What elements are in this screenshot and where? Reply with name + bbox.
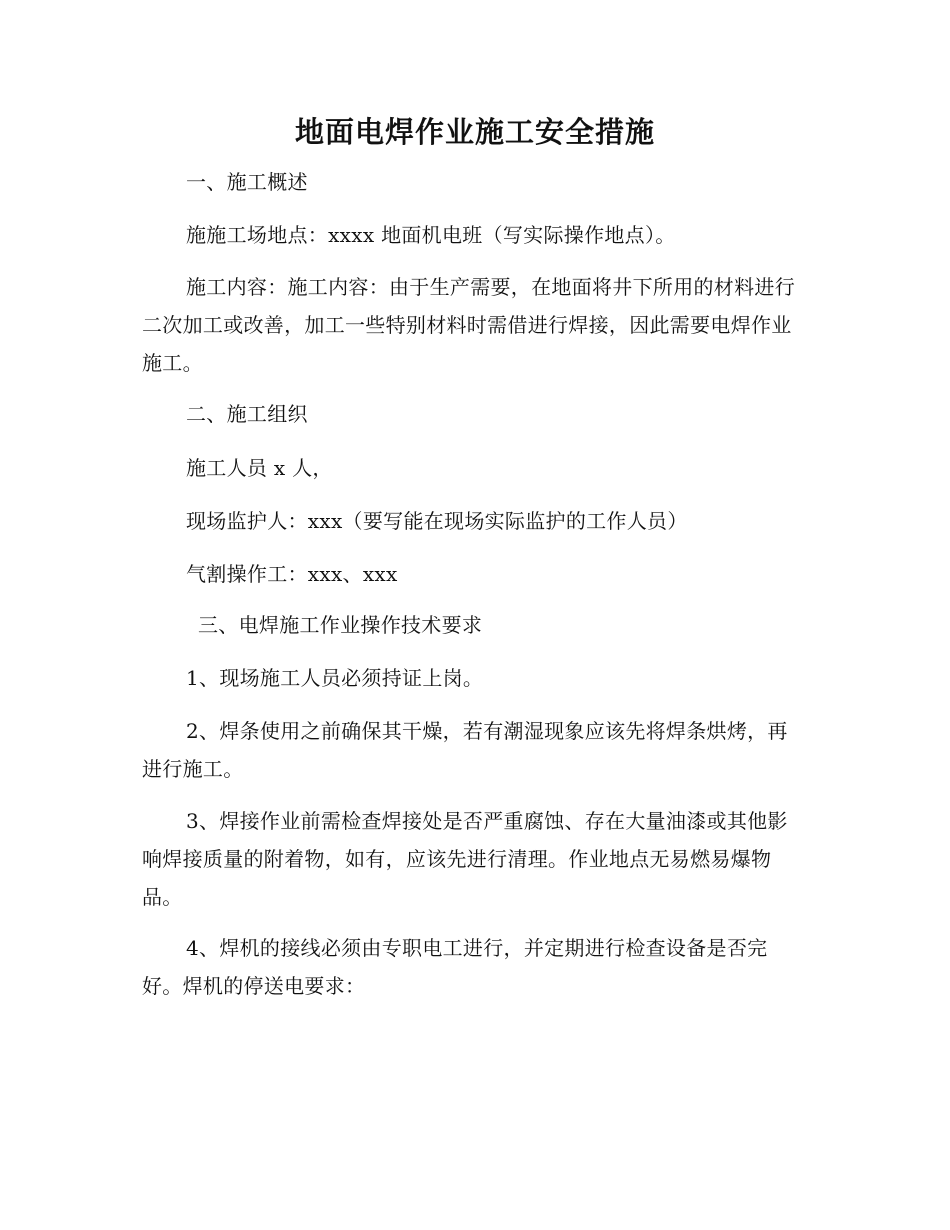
cutting-operators: 气割操作工：xxx、xxx [186,562,398,586]
requirement-3: 3、焊接作业前需检查焊接处是否严重腐蚀、存在大量油漆或其他影响焊接质量的附着物，如有，应该先进行清理。作业地点无易燃易爆物品。 [142,809,788,909]
construction-content: 施工内容：施工内容：由于生产需要，在地面将井下所用的材料进行二次加工或改善，加工一些特别材料时需借进行焊接，因此需要电焊作业施工。 [142,275,795,375]
section-1-heading: 一、施工概述 [186,170,308,194]
requirement-1: 1、现场施工人员必须持证上岗。 [186,666,484,690]
requirement-4: 4、焊机的接线必须由专职电工进行，并定期进行检查设备是否完好。焊机的停送电要求： [142,936,768,998]
requirement-2: 2、焊条使用之前确保其干燥，若有潮湿现象应该先将焊条烘烤，再进行施工。 [142,719,788,781]
site-supervisor: 现场监护人：xxx（要写能在现场实际监护的工作人员） [186,509,688,533]
document-title: 地面电焊作业施工安全措施 [294,115,655,149]
staff-count: 施工人员 x 人， [186,456,333,480]
section-3-heading: 三、电焊施工作业操作技术要求 [198,613,483,637]
construction-site: 施施工场地点：xxxx 地面机电班（写实际操作地点）。 [186,223,676,247]
section-2-heading: 二、施工组织 [186,402,308,426]
